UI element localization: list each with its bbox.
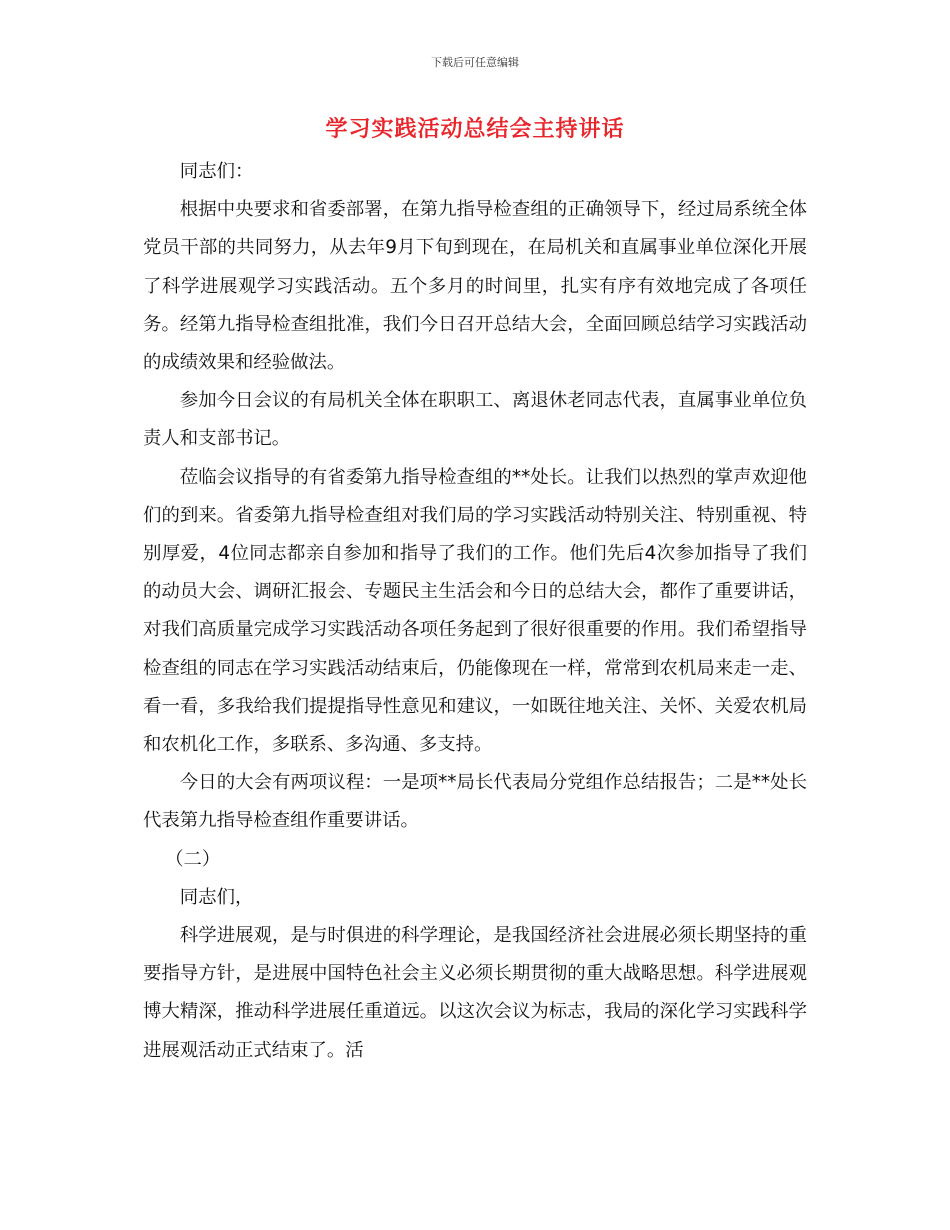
header-note: 下载后可任意编辑 — [431, 56, 519, 69]
section-marker: （二） — [165, 848, 221, 870]
paragraph-agenda: 今日的大会有两项议程：一是项**局长代表局分党组作总结报告；二是**处长代表第九指导检查组作重要讲话。 — [143, 772, 807, 832]
paragraph-guests: 莅临会议指导的有省委第九指导检查组的**处长。让我们以热烈的掌声欢迎他们的到来。省委第九指导检查组对我们局的学习实践活动特别关注、特别重视、特别厚爱，4位同志都亲自参加和指导了我们的工作。他们先后4次参加指导了我们的动员大会、调研汇报会、专题民主生活会和今日的总结大会，都作了重要讲话，对我们高质量完成学习实践活动各项任务起到了很好很重要的作用。我们希望指导检查组的同志在学习实践活动结束后，仍能像现在一样，常常到农机局来走一走、看一看，多我给我们提提指导性意见和建议，一如既往地关注、关怀、关爱农机局和农机化工作，多联系、多沟通、多支持。 — [143, 466, 807, 756]
document-title: 学习实践活动总结会主持讲话 — [325, 117, 625, 142]
paragraph-salutation-2: 同志们， — [179, 886, 254, 908]
document-body — [143, 153, 807, 1070]
paragraph-salutation: 同志们： — [179, 161, 254, 182]
paragraph-theory: 科学进展观，是与时俱进的科学理论，是我国经济社会进展必须长期坚持的重要指导方针，是进展中国特色社会主义必须长期贯彻的重大战略思想。科学进展观博大精深，推动科学进展任重道远。以这次会议为标志，我局的深化学习实践科学进展观活动正式结束了。活 — [143, 925, 807, 1061]
paragraph-attendees: 参加今日会议的有局机关全体在职职工、离退休老同志代表，直属事业单位负责人和支部书记。 — [143, 390, 807, 450]
paragraph-intro: 根据中央要求和省委部署，在第九指导检查组的正确领导下，经过局系统全体党员干部的共同努力，从去年9月下旬到现在，在局机关和直属事业单位深化开展了科学进展观学习实践活动。五个多月的时间里，扎实有序有效地完成了各项任务。经第九指导检查组批准，我们今日召开总结大会，全面回顾总结学习实践活动的成绩效果和经验做法。 — [143, 199, 807, 374]
